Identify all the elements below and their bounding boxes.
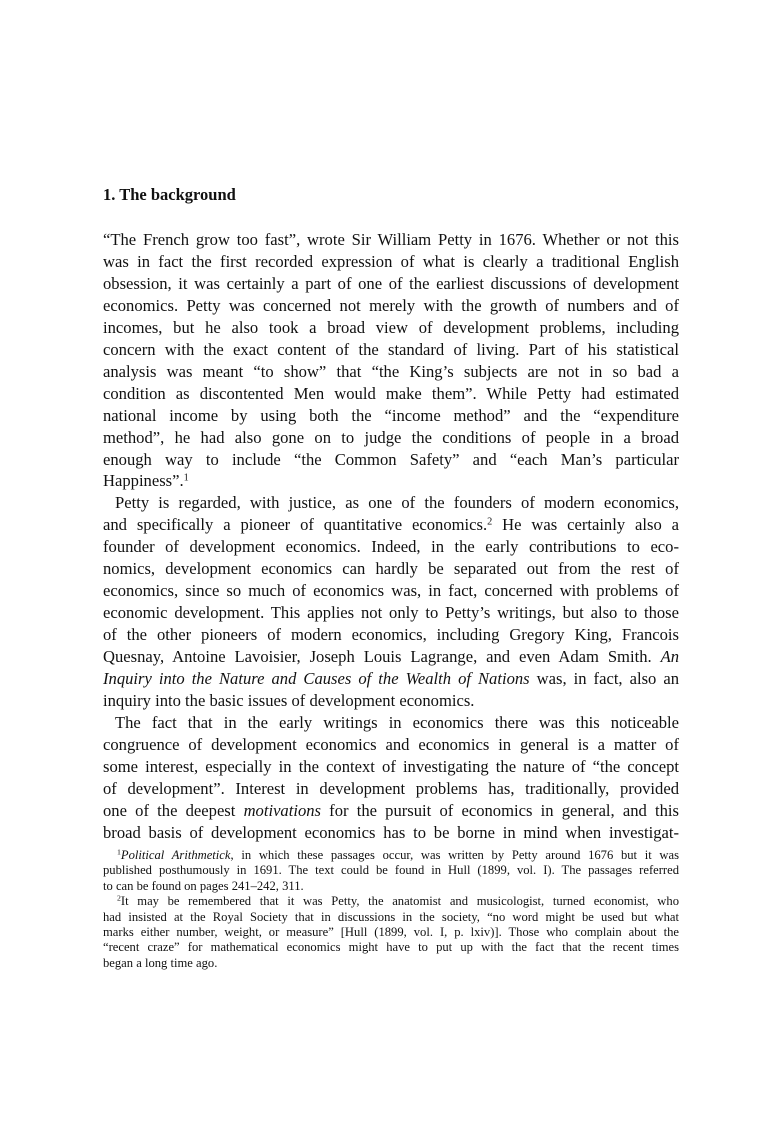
text-segment: incomes, but he also took a broad view of development problems, including xyxy=(103,317,679,337)
text-line xyxy=(103,879,679,894)
text-segment: one of the deepest xyxy=(103,800,244,820)
text-segment: congruence of development economics and economics in general is a matter of xyxy=(103,734,679,754)
text-line xyxy=(103,712,679,734)
text-line xyxy=(103,690,679,712)
paragraph xyxy=(103,492,679,712)
text-segment: inquiry into the basic issues of development economics. xyxy=(103,691,475,711)
footnotes xyxy=(103,848,679,971)
text-segment: economics. Petty was concerned not merely with the growth of numbers and of xyxy=(103,295,679,315)
text-line xyxy=(103,624,679,646)
section-heading: 1. The background xyxy=(103,185,236,204)
text-segment: had insisted at the Royal Society that in discussions in the society, “no word might be used but what xyxy=(103,909,679,924)
text-segment: condition as discontented Men would make them”. While Petty had estimated xyxy=(103,383,679,403)
text-line xyxy=(103,449,679,471)
footnote-marker: 2 xyxy=(487,516,493,528)
text-segment: and specifically a pioneer of quantitative economics. xyxy=(103,515,488,535)
text-line xyxy=(103,427,679,449)
text-line xyxy=(103,602,679,624)
text-line xyxy=(103,229,679,251)
text-segment: founder of development economics. Indeed, in the early contributions to eco- xyxy=(103,537,679,557)
text-line xyxy=(103,470,679,492)
text-line xyxy=(103,273,679,295)
text-segment: motivations xyxy=(243,800,321,820)
text-line xyxy=(103,339,679,361)
text-line xyxy=(103,734,679,756)
paragraph xyxy=(103,229,679,492)
text-line xyxy=(103,778,679,800)
text-line xyxy=(103,956,679,971)
footnote-marker: 1 xyxy=(183,472,189,484)
footnote-marker: 2 xyxy=(117,893,121,903)
text-segment: to can be found on pages 241–242, 311. xyxy=(103,878,304,893)
text-segment: published posthumously in 1691. The text could be found in Hull (1899, vol. I). The passages referred xyxy=(103,863,679,878)
text-segment: began a long time ago. xyxy=(103,955,218,970)
text-line xyxy=(103,822,679,844)
text-segment: obsession, it was certainly a part of one of the earliest discussions of development xyxy=(103,273,679,293)
text-line xyxy=(103,514,679,536)
text-segment: Happiness”. xyxy=(103,471,184,491)
footnote xyxy=(103,894,679,971)
text-line xyxy=(103,251,679,273)
text-segment: nomics, development economics can hardly be separated out from the rest of xyxy=(103,559,679,579)
text-segment: some interest, especially in the context of investigating the nature of “the concept xyxy=(103,756,679,776)
text-line xyxy=(103,668,679,690)
text-segment: enough way to include “the Common Safety” and “each Man’s particular xyxy=(103,449,679,469)
text-segment: of the other pioneers of modern economics, including Gregory King, Francois xyxy=(103,625,679,645)
text-segment: marks either number, weight, or measure” [Hull (1899, vol. I, p. lxiv)]. Those who complain about the xyxy=(103,925,679,940)
footnote xyxy=(103,848,679,894)
text-segment: Quesnay, Antoine Lavoisier, Joseph Louis Lagrange, and even Adam Smith. xyxy=(103,647,661,667)
text-segment: of development”. Interest in development problems has, traditionally, provided xyxy=(103,778,679,798)
text-segment: Inquiry into the Nature and Causes of the Wealth of Nations xyxy=(103,669,530,689)
text-segment: economics, since so much of economics was, in fact, concerned with problems of xyxy=(103,581,679,601)
text-line xyxy=(103,910,679,925)
text-line xyxy=(103,361,679,383)
footnote-marker: 1 xyxy=(117,847,121,857)
text-segment: , in which these passages occur, was written by Petty around 1676 but it was xyxy=(230,848,679,862)
text-segment: broad basis of development economics has to be borne in mind when investigat- xyxy=(103,822,679,842)
text-line xyxy=(103,317,679,339)
text-segment: It may be remembered that it was Petty, the anatomist and musicologist, turned economist, who xyxy=(120,894,679,909)
text-line xyxy=(103,405,679,427)
text-segment: He was certainly also a xyxy=(492,515,679,535)
text-line xyxy=(103,383,679,405)
text-line xyxy=(103,800,679,822)
text-segment: An xyxy=(660,647,679,667)
text-segment: Political Arithmetick xyxy=(120,848,231,862)
body-text xyxy=(103,229,679,844)
text-line xyxy=(103,646,679,668)
text-line xyxy=(103,756,679,778)
text-segment: was, in fact, also an xyxy=(529,669,680,689)
text-segment: concern with the exact content of the standard of living. Part of his statistical xyxy=(103,339,679,359)
text-line xyxy=(103,940,679,955)
text-segment: national income by using both the “income method” and the “expenditure xyxy=(103,405,679,425)
text-line xyxy=(103,925,679,940)
text-line xyxy=(103,295,679,317)
text-segment: “recent craze” for mathematical economics might have to put up with the fact that the recent times xyxy=(103,940,679,955)
text-segment: for the pursuit of economics in general, and this xyxy=(321,800,679,820)
text-line xyxy=(103,580,679,602)
text-segment: The fact that in the early writings in economics there was this noticeable xyxy=(115,712,679,732)
text-segment: method”, he had also gone on to judge the conditions of people in a broad xyxy=(103,427,679,447)
text-line xyxy=(103,492,679,514)
text-line xyxy=(103,894,679,909)
paragraph xyxy=(103,712,679,844)
text-segment: “The French grow too fast”, wrote Sir William Petty in 1676. Whether or not this xyxy=(103,230,679,249)
text-line xyxy=(103,863,679,878)
text-segment: economic development. This applies not only to Petty’s writings, but also to those xyxy=(103,603,679,623)
text-line xyxy=(103,558,679,580)
text-line xyxy=(103,536,679,558)
text-segment: analysis was meant “to show” that “the King’s subjects are not in so bad a xyxy=(103,361,679,381)
text-segment: Petty is regarded, with justice, as one of the founders of modern economics, xyxy=(115,493,679,513)
text-segment: was in fact the first recorded expression of what is clearly a traditional English xyxy=(103,251,679,271)
text-line xyxy=(103,848,679,863)
